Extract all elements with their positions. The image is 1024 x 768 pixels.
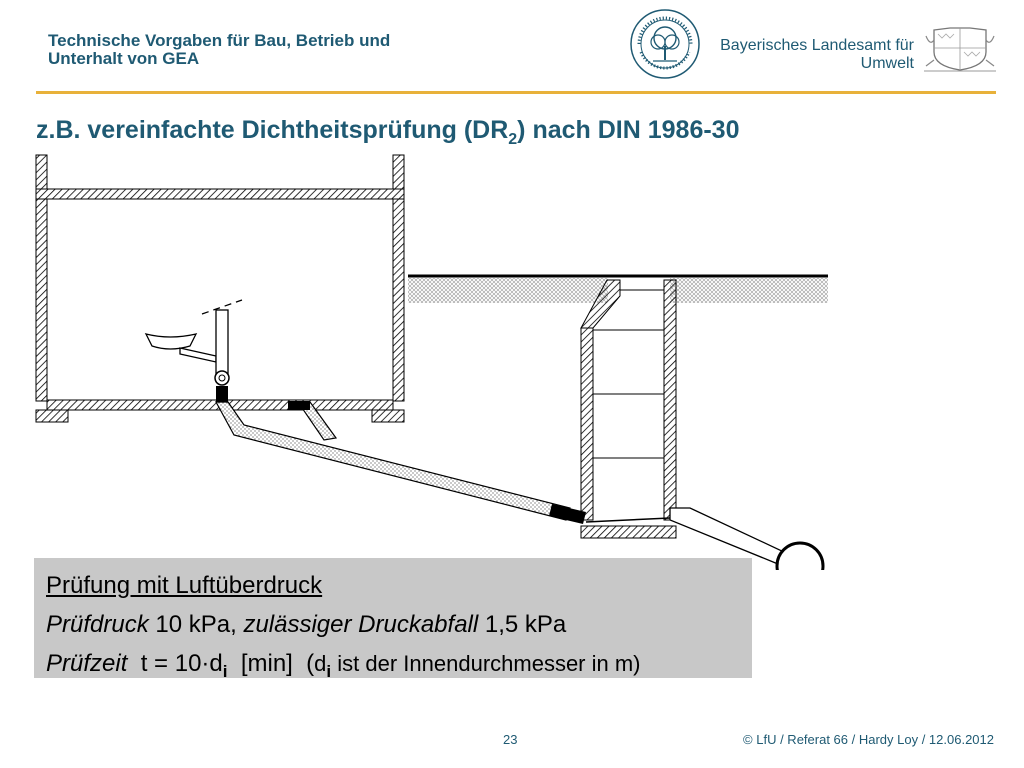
drainage-test-diagram <box>30 150 840 570</box>
bavarian-coat-of-arms-icon <box>924 26 996 72</box>
slide-title-subscript: 2 <box>508 131 518 148</box>
pressure-test-gauge-icon <box>777 543 823 570</box>
inspection-shaft <box>581 280 676 538</box>
outlet-pipe <box>670 508 784 564</box>
test-method-line <box>46 566 740 605</box>
header-title-line1: Technische Vorgaben für Bau, Betrieb und <box>48 31 391 50</box>
test-method-label: Prüfung mit Luftüberdruck <box>46 572 323 599</box>
header-title-line2: Unterhalt von GEA <box>48 49 200 68</box>
slide-title-suffix: ) nach DIN 1986-30 <box>517 116 740 144</box>
test-time-unit: [min] ( <box>227 650 315 677</box>
test-time-formula: t = 10·d <box>127 650 223 677</box>
pressure-drop-value: 1,5 kPa <box>478 611 567 638</box>
diameter-note: ist der Innendurchmesser in m) <box>331 651 641 676</box>
test-pressure-line <box>46 605 740 644</box>
header-divider <box>36 91 996 94</box>
test-time-formula-subscript: i <box>222 661 228 681</box>
page-number: 23 <box>503 732 518 747</box>
slide-title <box>36 116 740 149</box>
copyright-notice: © LfU / Referat 66 / Hardy Loy / 12.06.2012 <box>743 732 994 747</box>
test-parameters-box <box>34 558 752 681</box>
diameter-variable-subscript: i <box>326 661 332 681</box>
test-time-term: Prüfzeit <box>46 650 128 677</box>
agency-name-line2: Umwelt <box>860 55 914 72</box>
test-pressure-term: Prüfdruck <box>46 611 149 638</box>
sink-fixture <box>146 300 242 402</box>
test-pressure-value: 10 kPa, <box>148 611 244 638</box>
test-time-line <box>46 644 740 691</box>
pressure-drop-term: zulässiger Druckabfall <box>243 611 479 638</box>
diameter-variable: d <box>314 651 327 676</box>
ministry-seal-logo <box>629 8 701 80</box>
header-title <box>48 32 390 68</box>
slide-title-prefix: z.B. vereinfachte Dichtheitsprüfung (DR <box>36 116 509 144</box>
agency-name <box>720 37 914 73</box>
agency-name-line1: Bayerisches Landesamt für <box>720 37 914 54</box>
